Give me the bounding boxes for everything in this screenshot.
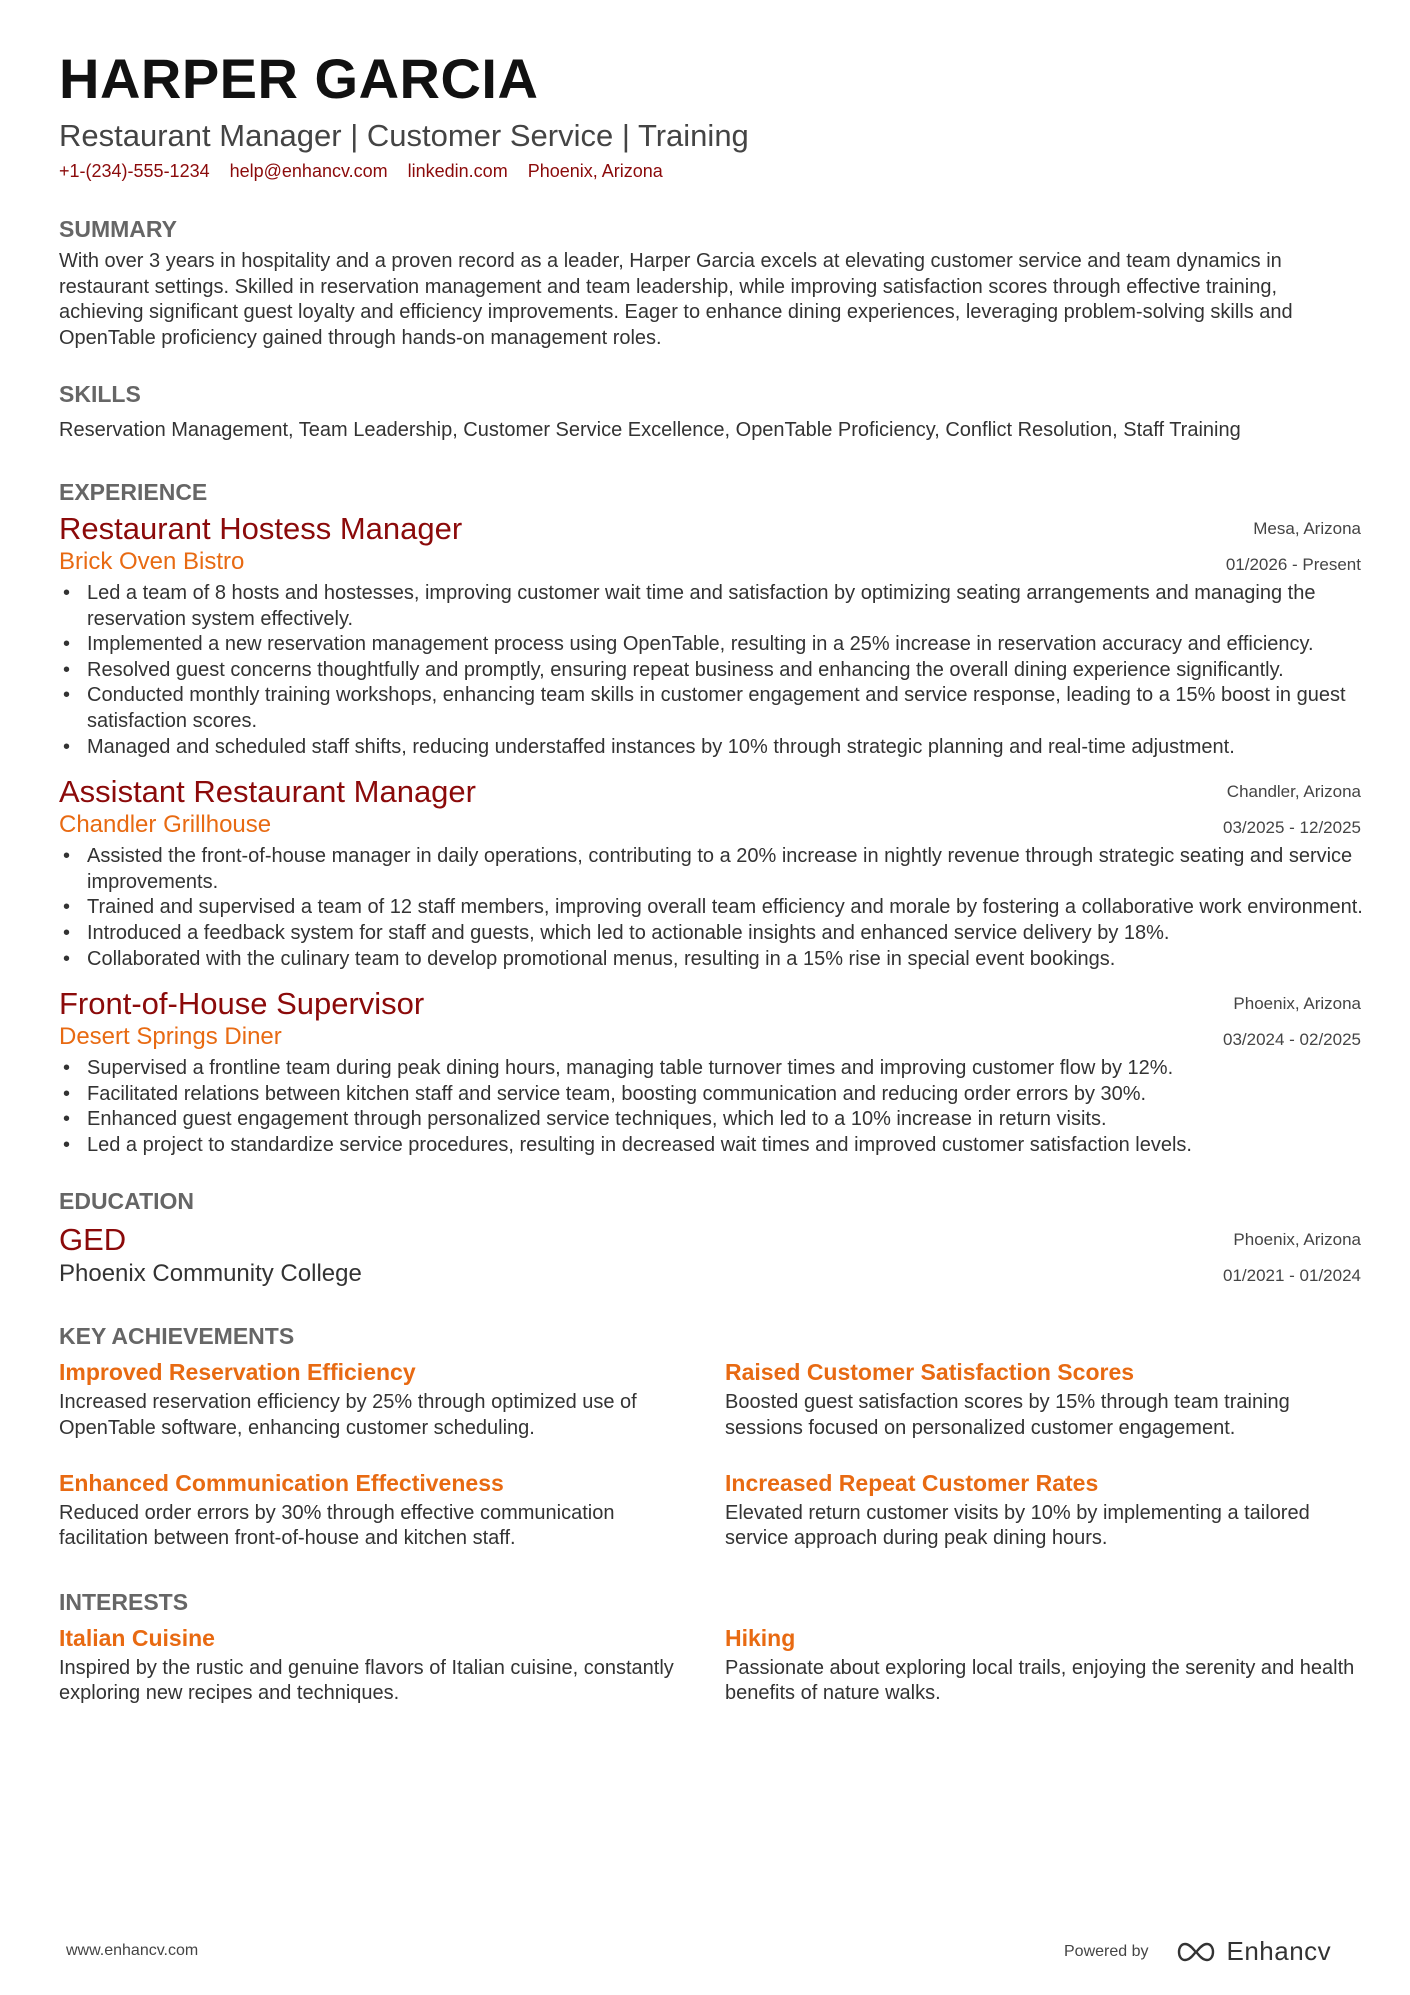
achievement-title: Improved Reservation Efficiency <box>59 1359 416 1386</box>
job-company: Chandler Grillhouse <box>59 811 272 839</box>
interests-grid <box>59 1623 1359 1707</box>
skills-heading: SKILLS <box>59 381 141 408</box>
interest-title: Hiking <box>725 1624 796 1651</box>
achievements-heading: KEY ACHIEVEMENTS <box>59 1323 295 1350</box>
bullet-item: • Led a team of 8 hosts and hostesses, improving customer wait time and satisfaction by optimizing seating arrangements and managing the reservation system effectively. <box>59 581 1410 632</box>
achievement-card <box>59 1468 725 1552</box>
phone-link[interactable]: +1-(234)-555-1234 <box>59 161 210 181</box>
location-text: Phoenix, Arizona <box>527 161 663 181</box>
skills-text: Reservation Management, Team Leadership, Customer Service Excellence, OpenTable Proficiency, Conflict Resolution, Staff Training <box>59 419 1241 442</box>
achievement-card <box>725 1357 1365 1441</box>
skills-section <box>59 379 1359 444</box>
bullet-item: • Implemented a new reservation management process using OpenTable, resulting in a 25% increase in reservation accuracy and efficiency. <box>59 632 1410 658</box>
achievement-card <box>725 1468 1365 1552</box>
job-dates: 03/2024 - 02/2025 <box>1222 1030 1361 1050</box>
bullet-item: • Collaborated with the culinary team to develop promotional menus, resulting in a 15% rise in special event bookings. <box>59 947 1410 973</box>
job-entry <box>59 511 1359 760</box>
interest-card <box>725 1623 1365 1707</box>
enhancv-logo-icon <box>1173 1940 1219 1964</box>
education-section <box>59 1186 1359 1290</box>
job-title: Restaurant Hostess Manager <box>59 510 463 546</box>
achievement-title: Increased Repeat Customer Rates <box>725 1469 1099 1496</box>
interest-title: Italian Cuisine <box>59 1624 215 1651</box>
education-heading: EDUCATION <box>59 1188 195 1215</box>
education-entry <box>59 1222 1359 1290</box>
job-bullets <box>59 1056 1359 1158</box>
achievements-section <box>59 1321 1359 1551</box>
contact-bar <box>59 159 1359 183</box>
achievement-title: Enhanced Communication Effectiveness <box>59 1469 504 1496</box>
footer-branding <box>1064 1936 1331 1967</box>
interest-desc: Inspired by the rustic and genuine flavors of Italian cuisine, constantly exploring new recipes and techniques. <box>59 1656 674 1705</box>
interests-section <box>59 1587 1359 1707</box>
bullet-item: • Managed and scheduled staff shifts, reducing understaffed instances by 10% through strategic planning and real-time adjustment. <box>59 735 1410 761</box>
job-location: Chandler, Arizona <box>1226 782 1361 802</box>
achievement-desc: Reduced order errors by 30% through effective communication facilitation between front-of-house and kitchen staff. <box>59 1501 615 1550</box>
job-title: Assistant Restaurant Manager <box>59 774 476 810</box>
job-meta <box>1226 511 1361 583</box>
experience-section <box>59 477 1363 1159</box>
experience-heading: EXPERIENCE <box>59 478 208 505</box>
candidate-name: HARPER GARCIA <box>59 47 539 110</box>
job-meta <box>1223 774 1361 846</box>
job-bullets <box>59 844 1363 972</box>
summary-heading: SUMMARY <box>59 216 177 242</box>
enhancv-logo[interactable] <box>1173 1936 1332 1967</box>
job-title: Front-of-House Supervisor <box>59 986 425 1022</box>
footer-website-link[interactable]: www.enhancv.com <box>66 1942 199 1959</box>
job-location: Mesa, Arizona <box>1253 518 1361 538</box>
bullet-item: • Conducted monthly training workshops, enhancing team skills in customer engagement and service response, leading to a 15% boost in guest satisfaction scores. <box>59 683 1410 734</box>
linkedin-link[interactable]: linkedin.com <box>407 161 508 181</box>
bullet-item: • Supervised a frontline team during peak dining hours, managing table turnover times and improving customer flow by 12%. <box>59 1056 1410 1082</box>
bullet-item: • Assisted the front-of-house manager in daily operations, contributing to a 20% increase in nightly revenue through strategic seating and service improvements. <box>59 844 1410 895</box>
education-meta <box>1223 1222 1361 1294</box>
job-bullets <box>59 581 1359 760</box>
achievement-card <box>59 1357 725 1441</box>
education-location: Phoenix, Arizona <box>1233 1230 1361 1250</box>
achievement-desc: Boosted guest satisfaction scores by 15% through team training sessions focused on personalized customer engagement. <box>725 1391 1290 1440</box>
bullet-item: • Enhanced guest engagement through personalized service techniques, which led to a 10% increase in return visits. <box>59 1107 1410 1133</box>
interest-desc: Passionate about exploring local trails, enjoying the serenity and health benefits of nature walks. <box>725 1656 1355 1705</box>
bullet-item: • Led a project to standardize service procedures, resulting in decreased wait times and improved customer satisfaction levels. <box>59 1133 1410 1159</box>
job-dates: 03/2025 - 12/2025 <box>1222 818 1361 838</box>
bullet-item: • Resolved guest concerns thoughtfully and promptly, ensuring repeat business and enhancing the overall dining experience significantly. <box>59 658 1410 684</box>
achievement-title: Raised Customer Satisfaction Scores <box>725 1359 1135 1386</box>
job-company: Desert Springs Diner <box>59 1023 282 1051</box>
bullet-item: • Trained and supervised a team of 12 staff members, improving overall team efficiency and morale by fostering a collaborative work environment. <box>59 895 1410 921</box>
job-meta <box>1223 986 1361 1058</box>
summary-section <box>59 214 1359 351</box>
job-entry <box>59 986 1359 1158</box>
job-company: Brick Oven Bistro <box>59 547 245 575</box>
bullet-item: • Facilitated relations between kitchen staff and service team, boosting communication and reducing order errors by 30%. <box>59 1082 1410 1108</box>
email-link[interactable]: help@enhancv.com <box>229 161 388 181</box>
school-name: Phoenix Community College <box>59 1260 362 1288</box>
candidate-headline: Restaurant Manager | Customer Service | Training <box>59 118 749 153</box>
summary-text: With over 3 years in hospitality and a proven record as a leader, Harper Garcia excels at elevating customer service and team dynamics in restaurant settings. Skilled in reservation management and team leadership, while improving satisfaction scores through effective training, achieving significant guest loyalty and efficiency improvements. Eager to enhance dining experiences, leveraging problem-solving skills and OpenTable proficiency gained through hands-on management roles. <box>59 250 1293 349</box>
education-dates: 01/2021 - 01/2024 <box>1222 1266 1361 1286</box>
powered-by-label: Powered by <box>1064 1942 1149 1960</box>
job-location: Phoenix, Arizona <box>1233 994 1361 1014</box>
degree-title: GED <box>59 1222 127 1258</box>
achievement-desc: Elevated return customer visits by 10% by implementing a tailored service approach during peak dining hours. <box>725 1501 1310 1550</box>
job-entry <box>59 774 1363 972</box>
achievement-desc: Increased reservation efficiency by 25% through optimized use of OpenTable software, enhancing customer scheduling. <box>59 1391 637 1440</box>
interests-heading: INTERESTS <box>59 1588 189 1615</box>
achievements-grid <box>59 1357 1359 1551</box>
bullet-item: • Introduced a feedback system for staff and guests, which led to actionable insights and enhanced service delivery by 18%. <box>59 921 1410 947</box>
resume-content <box>59 46 1363 1707</box>
job-dates: 01/2026 - Present <box>1225 554 1361 574</box>
enhancv-wordmark: Enhancv <box>1226 1936 1332 1966</box>
interest-card <box>59 1623 725 1707</box>
